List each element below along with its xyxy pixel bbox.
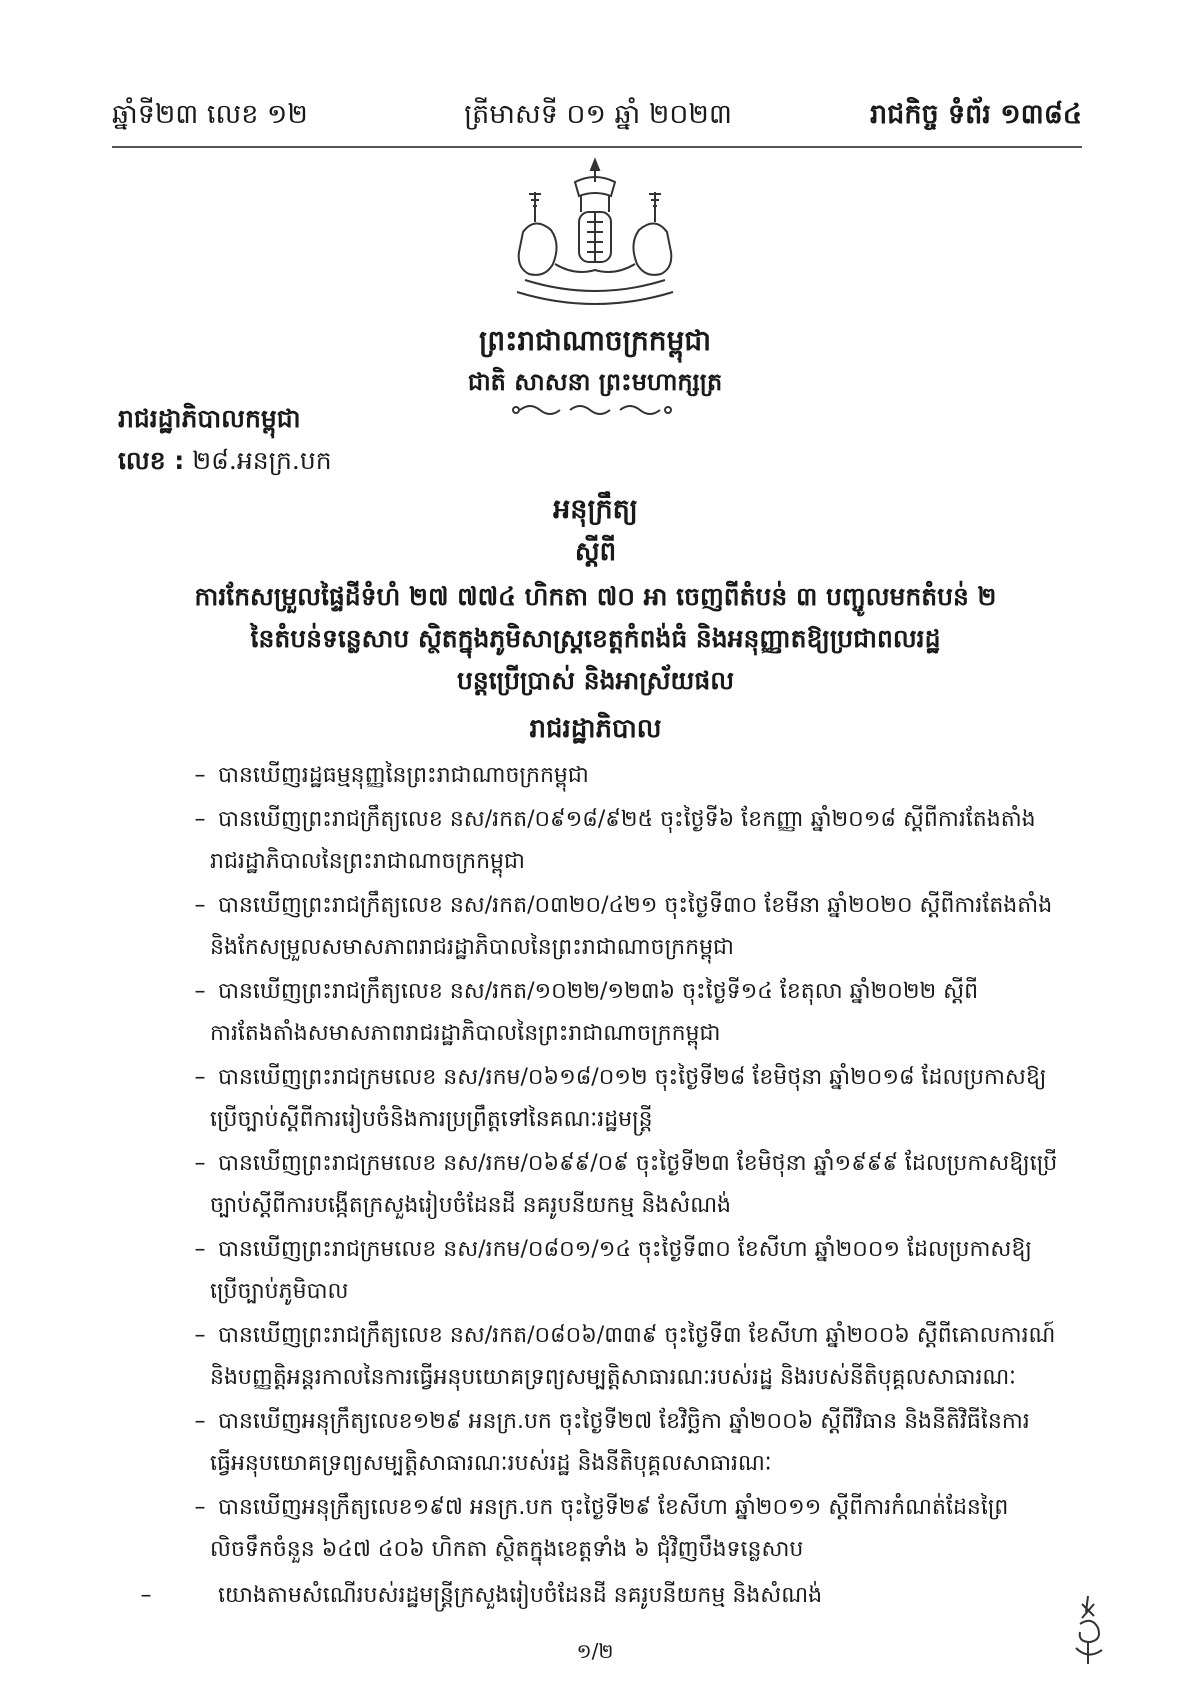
recital-line: បានឃើញព្រះរាជក្រឹត្យលេខ នស/រកត/០៩១៨/៩២៥ ចុះថ្ងៃទី៦ ខែកញ្ញា ឆ្នាំ២០១៨ ស្តីពីការតែងតាំង	[218, 807, 1036, 832]
recital-line-continued: ច្បាប់ស្តីពីការបង្កើតក្រសួងរៀបចំដែនដី នគរូបនីយកម្ម និងសំណង់	[210, 1193, 732, 1218]
reference-number: ២៨.អនក្រ.បក	[192, 446, 332, 475]
national-motto: ជាតិ សាសនា ព្រះមហាក្សត្រ	[467, 368, 723, 396]
initials-signature-mark	[1058, 1590, 1118, 1670]
recital-line: បានឃើញព្រះរាជក្រឹត្យលេខ នស/រកត/១០២២/១២៣៦ ចុះថ្ងៃទី១៤ ខែតុលា ឆ្នាំ២០២២ ស្តីពី	[218, 979, 979, 1004]
recital-line: បានឃើញអនុក្រឹត្យលេខ១៩៧ អនក្រ.បក ចុះថ្ងៃទី២៩ ខែសីហា ឆ្នាំ២០១១ ស្តីពីការកំណត់ដែនព្រៃ	[218, 1495, 1009, 1520]
recital-line-continued: ធ្វើអនុបយោគទ្រព្យសម្បត្តិសាធារណៈរបស់រដ្ឋ និងនីតិបុគ្គលសាធារណៈ	[210, 1451, 772, 1476]
header-rule	[112, 146, 1082, 148]
recital-line: បានឃើញអនុក្រឹត្យលេខ១២៩ អនក្រ.បក ចុះថ្ងៃទី២៧ ខែវិច្ឆិកា ឆ្នាំ២០០៦ ស្តីពីវិធាន និងនីតិវិធីនៃការ	[218, 1409, 1030, 1434]
document-type-title: អនុក្រឹត្យ	[553, 494, 638, 525]
recital-bullet: –	[194, 979, 206, 1004]
recital-line: បានឃើញព្រះរាជក្រមលេខ នស/រកម/០៨០១/១៤ ចុះថ្ងៃទី៣០ ខែសីហា ឆ្នាំ២០០១ ដែលប្រកាសឱ្យ	[218, 1237, 1032, 1262]
recital-line: បានឃើញព្រះរាជក្រមលេខ នស/រកម/០៦៩៩/០៩ ចុះថ្ងៃទី២៣ ខែមិថុនា ឆ្នាំ១៩៩៩ ដែលប្រកាសឱ្យប្រើ	[218, 1151, 1058, 1176]
recital-line-continued: លិចទឹកចំនួន ៦៤៧ ៤០៦ ហិកតា ស្ថិតក្នុងខេត្តទាំង ៦ ជុំវិញបឹងទន្លេសាប	[210, 1537, 804, 1562]
recital-line-continued: និងបញ្ញត្តិអន្តរកាលនៃការធ្វើអនុបយោគទ្រព្យសម្បត្តិសាធារណៈរបស់រដ្ឋ និងរបស់នីតិបុគ្គលសាធារណៈ	[210, 1365, 1016, 1390]
recital-bullet: –	[194, 1495, 206, 1520]
recital-bullet: –	[194, 1409, 206, 1434]
recital-bullet: –	[140, 1583, 152, 1608]
recital-line: បានឃើញព្រះរាជក្រមលេខ នស/រកម/០៦១៨/០១២ ចុះថ្ងៃទី២៨ ខែមិថុនា ឆ្នាំ២០១៨ ដែលប្រកាសឱ្យ	[218, 1065, 1047, 1090]
subject-line-2: នៃតំបន់ទន្លេសាប ស្ថិតក្នុងភូមិសាស្ត្រខេត្តកំពង់ធំ និងអនុញ្ញាតឱ្យប្រជាពលរដ្ឋ	[250, 624, 941, 653]
recital-bullet: –	[194, 1065, 206, 1090]
recital-bullet: –	[194, 1151, 206, 1176]
ornament-divider	[510, 400, 680, 420]
document-reference	[118, 440, 458, 482]
page-number: ១/២	[576, 1639, 614, 1663]
about-label: ស្តីពី	[574, 537, 617, 567]
kingdom-name: ព្រះរាជាណាចក្រកម្ពុជា	[478, 324, 711, 357]
header-volume-issue: ឆ្នាំទី២៣ លេខ ១២	[112, 99, 308, 130]
recital-bullet: –	[194, 807, 206, 832]
recital-line-continued: និងកែសម្រួលសមាសភាពរាជរដ្ឋាភិបាលនៃព្រះរាជាណាចក្រកម្ពុជា	[210, 935, 735, 960]
recital-line: បានឃើញរដ្ឋធម្មនុញ្ញនៃព្រះរាជាណាចក្រកម្ពុជា	[218, 763, 589, 788]
recital-line: បានឃើញព្រះរាជក្រឹត្យលេខ នស/រកត/០៨០៦/៣៣៩ ចុះថ្ងៃទី៣ ខែសីហា ឆ្នាំ២០០៦ ស្តីពីគោលការណ៍	[218, 1323, 1056, 1348]
subject-line-3: បន្តប្រើប្រាស់ និងអាស្រ័យផល	[456, 666, 734, 695]
header-quarter: ត្រីមាសទី ០១ ឆ្នាំ ២០២៣	[464, 99, 732, 130]
reference-label: លេខ :	[118, 446, 185, 475]
issuing-government: រាជរដ្ឋាភិបាលកម្ពុជា	[118, 404, 301, 433]
royal-coat-of-arms-emblem	[495, 152, 695, 320]
authority-heading: រាជរដ្ឋាភិបាល	[529, 714, 662, 744]
recital-line: បានឃើញព្រះរាជក្រឹត្យលេខ នស/រកត/០៣២០/៤២១ ចុះថ្ងៃទី៣០ ខែមីនា ឆ្នាំ២០២០ ស្តីពីការតែងតាំង	[218, 893, 1053, 918]
recital-line-continued: ការតែងតាំងសមាសភាពរាជរដ្ឋាភិបាលនៃព្រះរាជាណាចក្រកម្ពុជា	[210, 1021, 721, 1046]
recital-line-continued: ប្រើច្បាប់ស្តីពីការរៀបចំនិងការប្រព្រឹត្តទៅនៃគណៈរដ្ឋមន្ត្រី	[210, 1107, 653, 1132]
recital-bullet: –	[194, 763, 206, 788]
recital-bullet: –	[194, 1237, 206, 1262]
header-gazette-page: រាជកិច្ច ទំព័រ ១៣៨៤	[870, 99, 1082, 130]
recital-bullet: –	[194, 1323, 206, 1348]
recital-line-continued: ប្រើច្បាប់ភូមិបាល	[210, 1279, 349, 1304]
subject-line-1: ការកែសម្រួលផ្ទៃដីទំហំ ២៧ ៧៧៤ ហិកតា ៧០ អា ចេញពីតំបន់ ៣ បញ្ចូលមកតំបន់ ២	[194, 582, 997, 611]
recital-bullet: –	[194, 893, 206, 918]
recital-line: យោងតាមសំណើរបស់រដ្ឋមន្ត្រីក្រសួងរៀបចំដែនដី នគរូបនីយកម្ម និងសំណង់	[218, 1583, 823, 1608]
recital-line-continued: រាជរដ្ឋាភិបាលនៃព្រះរាជាណាចក្រកម្ពុជា	[210, 849, 525, 874]
